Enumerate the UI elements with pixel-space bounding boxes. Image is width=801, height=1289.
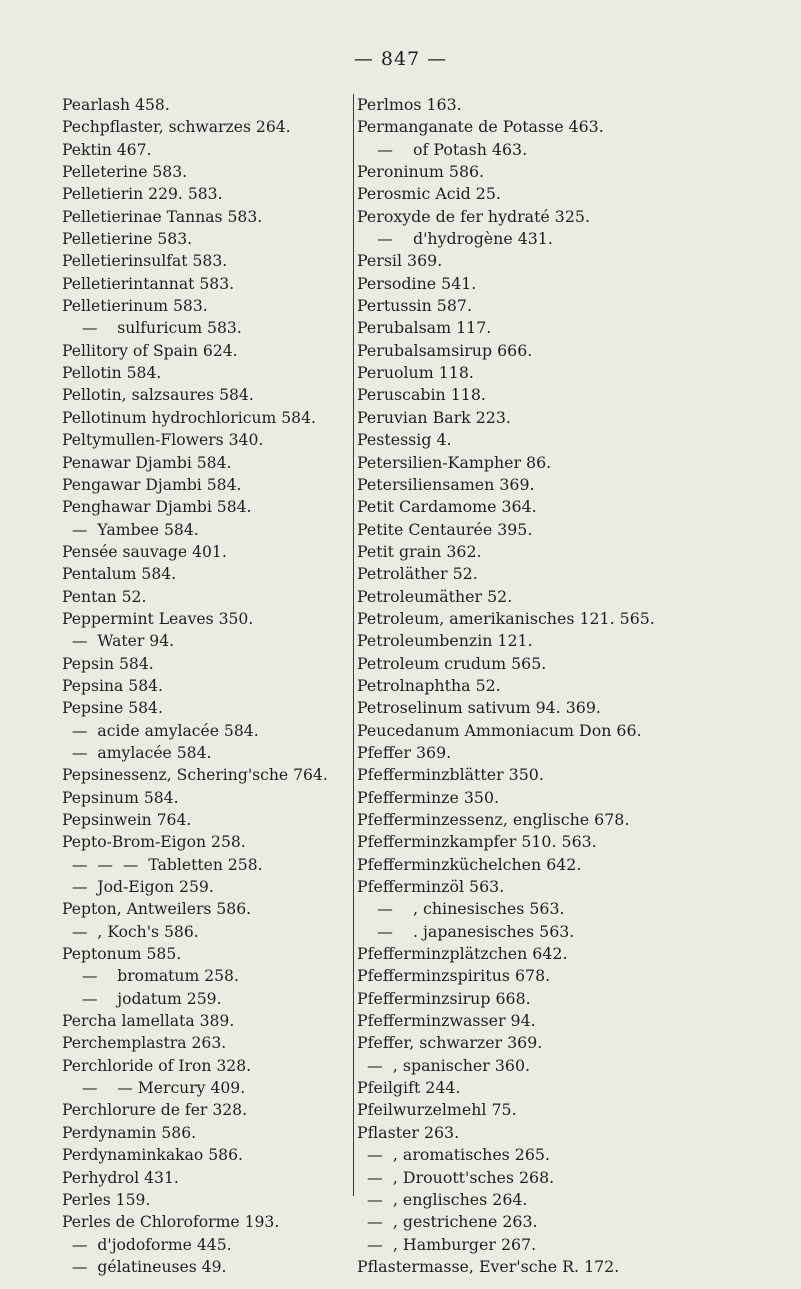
- index-entry: Pellotin, salzsaures 584.: [62, 386, 254, 405]
- index-entry: Pepsinessenz, Schering'sche 764.: [62, 766, 328, 785]
- index-entry: Pfeffer, schwarzer 369.: [357, 1033, 543, 1053]
- index-entry: — , spanischer 360.: [357, 1055, 531, 1075]
- index-entry: Pepto-Brom-Eigon 258.: [62, 833, 246, 852]
- index-entry: Pepsin 584.: [62, 654, 154, 673]
- index-entry: Petit grain 362.: [357, 541, 482, 561]
- index-entry: Peucedanum Ammoniacum Don 66.: [357, 720, 642, 740]
- index-entry: Petersilien-Kampher 86.: [357, 452, 552, 472]
- index-entry: Pfefferminzspiritus 678.: [357, 966, 551, 986]
- index-entry: Petit Cardamome 364.: [357, 497, 537, 517]
- index-entry: Petroleumbenzin 121.: [357, 631, 533, 651]
- index-entry: — Yambee 584.: [62, 520, 199, 539]
- index-entry: — d'hydrogène 431.: [357, 229, 553, 249]
- index-column-left: [62, 94, 354, 1276]
- index-entry: — jodatum 259.: [62, 989, 222, 1008]
- index-entry: Pelletierintannat 583.: [62, 274, 235, 293]
- index-entry: Pentalum 584.: [62, 565, 177, 584]
- index-entry: Pelletierinae Tannas 583.: [62, 207, 263, 226]
- index-entry: Petroläther 52.: [357, 564, 478, 584]
- index-entry: Perles 159.: [62, 1190, 151, 1209]
- index-entry: Peltymullen-Flowers 340.: [62, 431, 264, 450]
- index-entry: Peptonum 585.: [62, 945, 182, 964]
- index-entry: Pearlash 458.: [62, 96, 170, 114]
- index-entry: Pellitory of Spain 624.: [62, 341, 238, 360]
- index-entry: Perles de Chloroforme 193.: [62, 1213, 280, 1232]
- index-entry: Pflaster 263.: [357, 1122, 460, 1142]
- index-entry: Petrolnaphtha 52.: [357, 675, 501, 695]
- index-entry: Pfeilwurzelmehl 75.: [357, 1100, 517, 1120]
- index-entry: — sulfuricum 583.: [62, 319, 242, 338]
- index-entry: Peruvian Bark 223.: [357, 407, 511, 427]
- index-entry: Pflastermasse, Ever'sche R. 172.: [357, 1256, 620, 1276]
- index-entry: Pelletierinum 583.: [62, 297, 208, 316]
- index-entry: — amylacée 584.: [62, 743, 212, 762]
- index-entry: Perosmic Acid 25.: [357, 184, 501, 204]
- index-entry: Pellotin 584.: [62, 364, 162, 383]
- index-entry: Pfefferminze 350.: [357, 787, 500, 807]
- index-entry: Pertussin 587.: [357, 296, 472, 316]
- index-entry: Pengawar Djambi 584.: [62, 475, 242, 494]
- index-entry: Percha lamellata 389.: [62, 1012, 235, 1031]
- index-entry: Pfefferminzkampfer 510. 563.: [357, 832, 597, 852]
- index-entry: Pfeffer 369.: [357, 742, 452, 762]
- index-entry: — , gestrichene 263.: [357, 1212, 538, 1232]
- index-entry: — Water 94.: [62, 632, 175, 651]
- index-entry: Peppermint Leaves 350.: [62, 609, 254, 628]
- index-entry: Perhydrol 431.: [62, 1168, 179, 1187]
- index-column-right: [357, 94, 777, 1278]
- index-entry: — — Mercury 409.: [62, 1079, 246, 1098]
- index-entry: Pepsinum 584.: [62, 788, 179, 807]
- index-entry: Perubalsam 117.: [357, 318, 492, 338]
- index-entry: Petroleum, amerikanisches 121. 565.: [357, 608, 655, 628]
- index-entry: Pektin 467.: [62, 140, 152, 159]
- index-entry: Pfefferminzessenz, englische 678.: [357, 810, 630, 829]
- page-number: — 847 —: [353, 48, 448, 70]
- index-entry: — , chinesisches 563.: [357, 899, 565, 919]
- index-entry: Petroleumäther 52.: [357, 586, 513, 606]
- index-entry: Pellotinum hydrochloricum 584.: [62, 408, 316, 427]
- index-entry: Petersiliensamen 369.: [357, 474, 535, 494]
- index-entry: Permanganate de Potasse 463.: [357, 117, 604, 137]
- index-entry: Penawar Djambi 584.: [62, 453, 232, 472]
- index-entry: — . japanesisches 563.: [357, 921, 575, 941]
- index-entry: Perubalsamsirup 666.: [357, 340, 533, 360]
- index-entry: — gélatineuses 49.: [62, 1257, 227, 1276]
- index-entry: — , Koch's 586.: [62, 922, 199, 941]
- index-entry: Petroleum crudum 565.: [357, 653, 547, 673]
- index-entry: Persil 369.: [357, 251, 443, 271]
- index-entry: Pelletierinsulfat 583.: [62, 252, 228, 271]
- index-entry: Peroxyde de fer hydraté 325.: [357, 206, 590, 226]
- index-entry: — bromatum 258.: [62, 967, 239, 986]
- index-entry: Pestessig 4.: [357, 430, 452, 450]
- index-entry: — — — Tabletten 258.: [62, 855, 263, 874]
- index-entry: Peruolum 118.: [357, 363, 474, 383]
- index-entry: — d'jodoforme 445.: [62, 1235, 232, 1254]
- index-entry: Petite Centaurée 395.: [357, 519, 533, 539]
- index-entry: — , englisches 264.: [357, 1189, 528, 1209]
- index-entry: Perchlorure de fer 328.: [62, 1101, 248, 1120]
- index-entry: Pfeilgift 244.: [357, 1078, 461, 1098]
- index-entry: Perlmos 163.: [357, 95, 462, 114]
- index-entry: Pfefferminzblätter 350.: [357, 765, 544, 785]
- index-entry: — , Drouott'sches 268.: [357, 1167, 555, 1187]
- index-entry: Peruscabin 118.: [357, 385, 486, 405]
- index-entry: Pfefferminzöl 563.: [357, 877, 505, 897]
- index-entry: Peroninum 586.: [357, 162, 485, 182]
- index-entry: Pfefferminzküchelchen 642.: [357, 854, 582, 874]
- index-entry: Pepsine 584.: [62, 699, 163, 718]
- index-entry: Persodine 541.: [357, 273, 477, 293]
- index-entry: — , Hamburger 267.: [357, 1234, 537, 1254]
- index-entry: Pepsinwein 764.: [62, 811, 192, 829]
- index-entry: Perchloride of Iron 328.: [62, 1056, 252, 1075]
- index-entry: Perchemplastra 263.: [62, 1034, 227, 1053]
- index-entry: Pensée sauvage 401.: [62, 542, 227, 561]
- index-entry: Pfefferminzwasser 94.: [357, 1011, 536, 1031]
- index-entry: Pelleterine 583.: [62, 163, 188, 182]
- index-entry: Pelletierine 583.: [62, 230, 193, 249]
- index-entry: — acide amylacée 584.: [62, 721, 259, 740]
- index-entry: Pfefferminzplätzchen 642.: [357, 944, 568, 964]
- index-entry: Pelletierin 229. 583.: [62, 185, 223, 204]
- index-entry: Pepsina 584.: [62, 676, 164, 695]
- index-entry: Pentan 52.: [62, 587, 147, 606]
- index-entry: Perdynaminkakao 586.: [62, 1146, 243, 1165]
- index-entry: Pechpflaster, schwarzes 264.: [62, 118, 291, 137]
- index-entry: Petroselinum sativum 94. 369.: [357, 698, 601, 718]
- index-entry: Pfefferminzsirup 668.: [357, 988, 531, 1008]
- index-entry: Penghawar Djambi 584.: [62, 498, 252, 517]
- index-entry: Perdynamin 586.: [62, 1123, 197, 1142]
- index-entry: — , aromatisches 265.: [357, 1145, 550, 1165]
- index-entry: Pepton, Antweilers 586.: [62, 900, 252, 919]
- index-entry: — Jod-Eigon 259.: [62, 878, 214, 897]
- index-entry: — of Potash 463.: [357, 139, 528, 159]
